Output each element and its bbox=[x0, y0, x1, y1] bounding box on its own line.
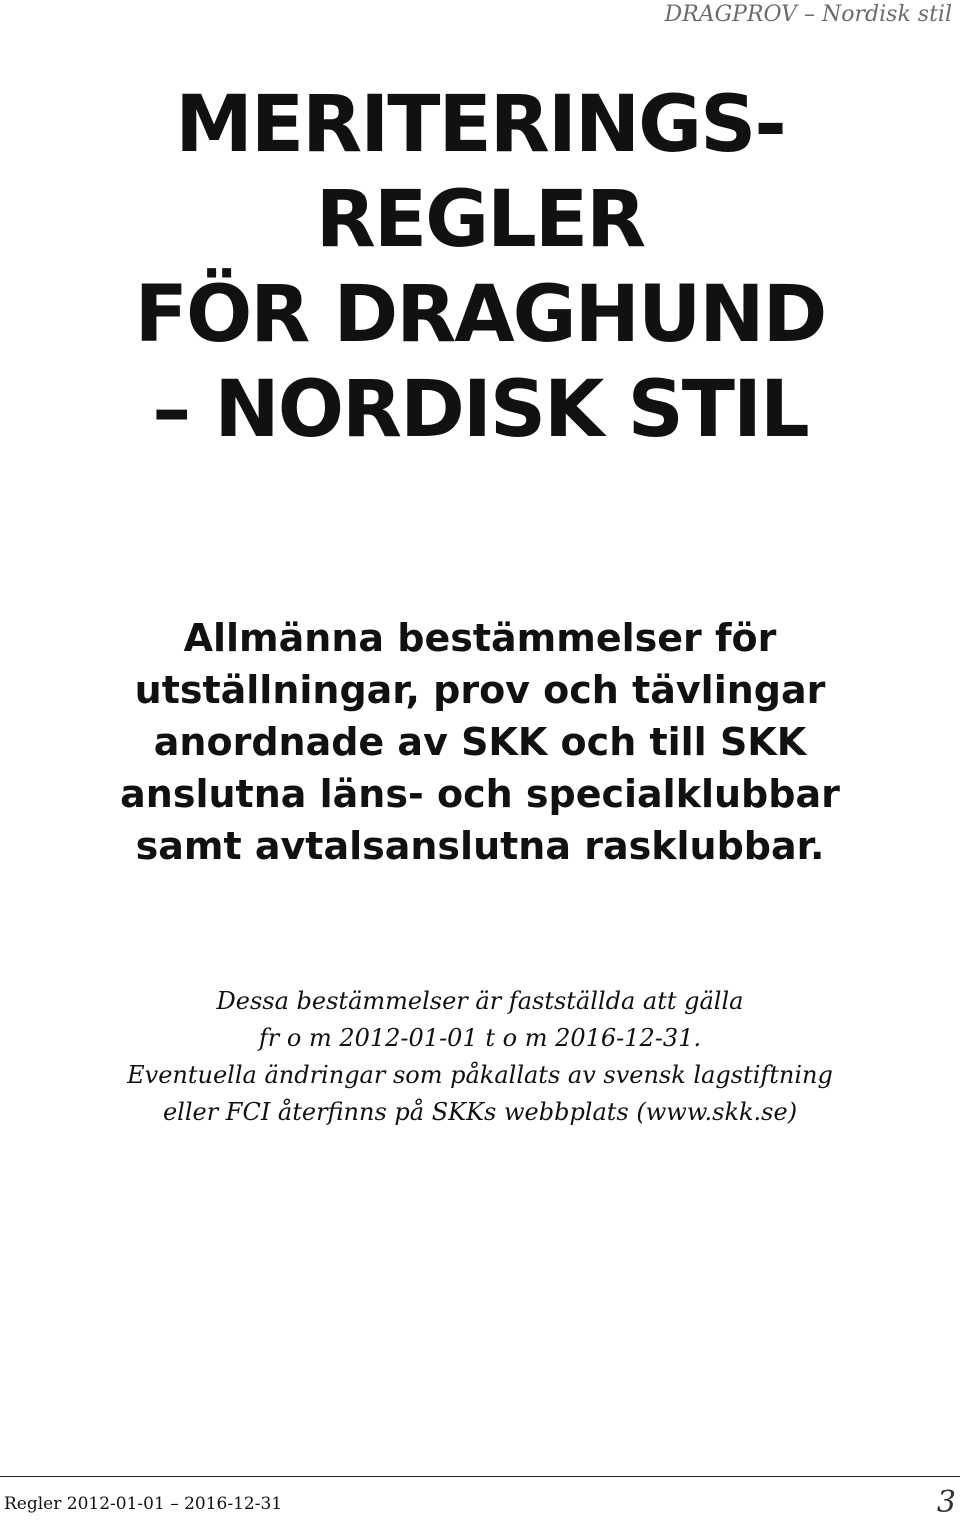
subtitle-line: Allmänna bestämmelser för bbox=[183, 616, 777, 660]
general-provisions-subtitle bbox=[0, 612, 960, 872]
footer-divider bbox=[0, 1476, 960, 1477]
validity-line: fr o m 2012-01-01 t o m 2016-12-31. bbox=[258, 1024, 702, 1052]
subtitle-line: samt avtalsanslutna rasklubbar. bbox=[135, 824, 825, 868]
title-line: – NORDISK STIL bbox=[152, 365, 808, 455]
validity-line: eller FCI återfinns på SKKs webbplats (www.skk.se) bbox=[162, 1098, 798, 1126]
validity-line: Eventuella ändringar som påkallats av svensk lagstiftning bbox=[127, 1061, 833, 1089]
title-line: REGLER bbox=[315, 175, 645, 265]
footer-rules-period: Regler 2012-01-01 – 2016-12-31 bbox=[4, 1494, 283, 1514]
title-line: MERITERINGS- bbox=[175, 80, 785, 170]
subtitle-line: anordnade av SKK och till SKK bbox=[153, 720, 807, 764]
page-number: 3 bbox=[936, 1485, 956, 1520]
validity-line: Dessa bestämmelser är fastställda att gälla bbox=[216, 987, 744, 1015]
subtitle-line: anslutna läns- och specialklubbar bbox=[120, 772, 840, 816]
subtitle-line: utställningar, prov och tävlingar bbox=[134, 668, 826, 712]
title-line: FÖR DRAGHUND bbox=[134, 270, 826, 360]
validity-notice bbox=[0, 983, 960, 1131]
page-title bbox=[0, 78, 960, 458]
page-footer bbox=[0, 1476, 960, 1520]
running-header: DRAGPROV – Nordisk stil bbox=[664, 2, 952, 27]
